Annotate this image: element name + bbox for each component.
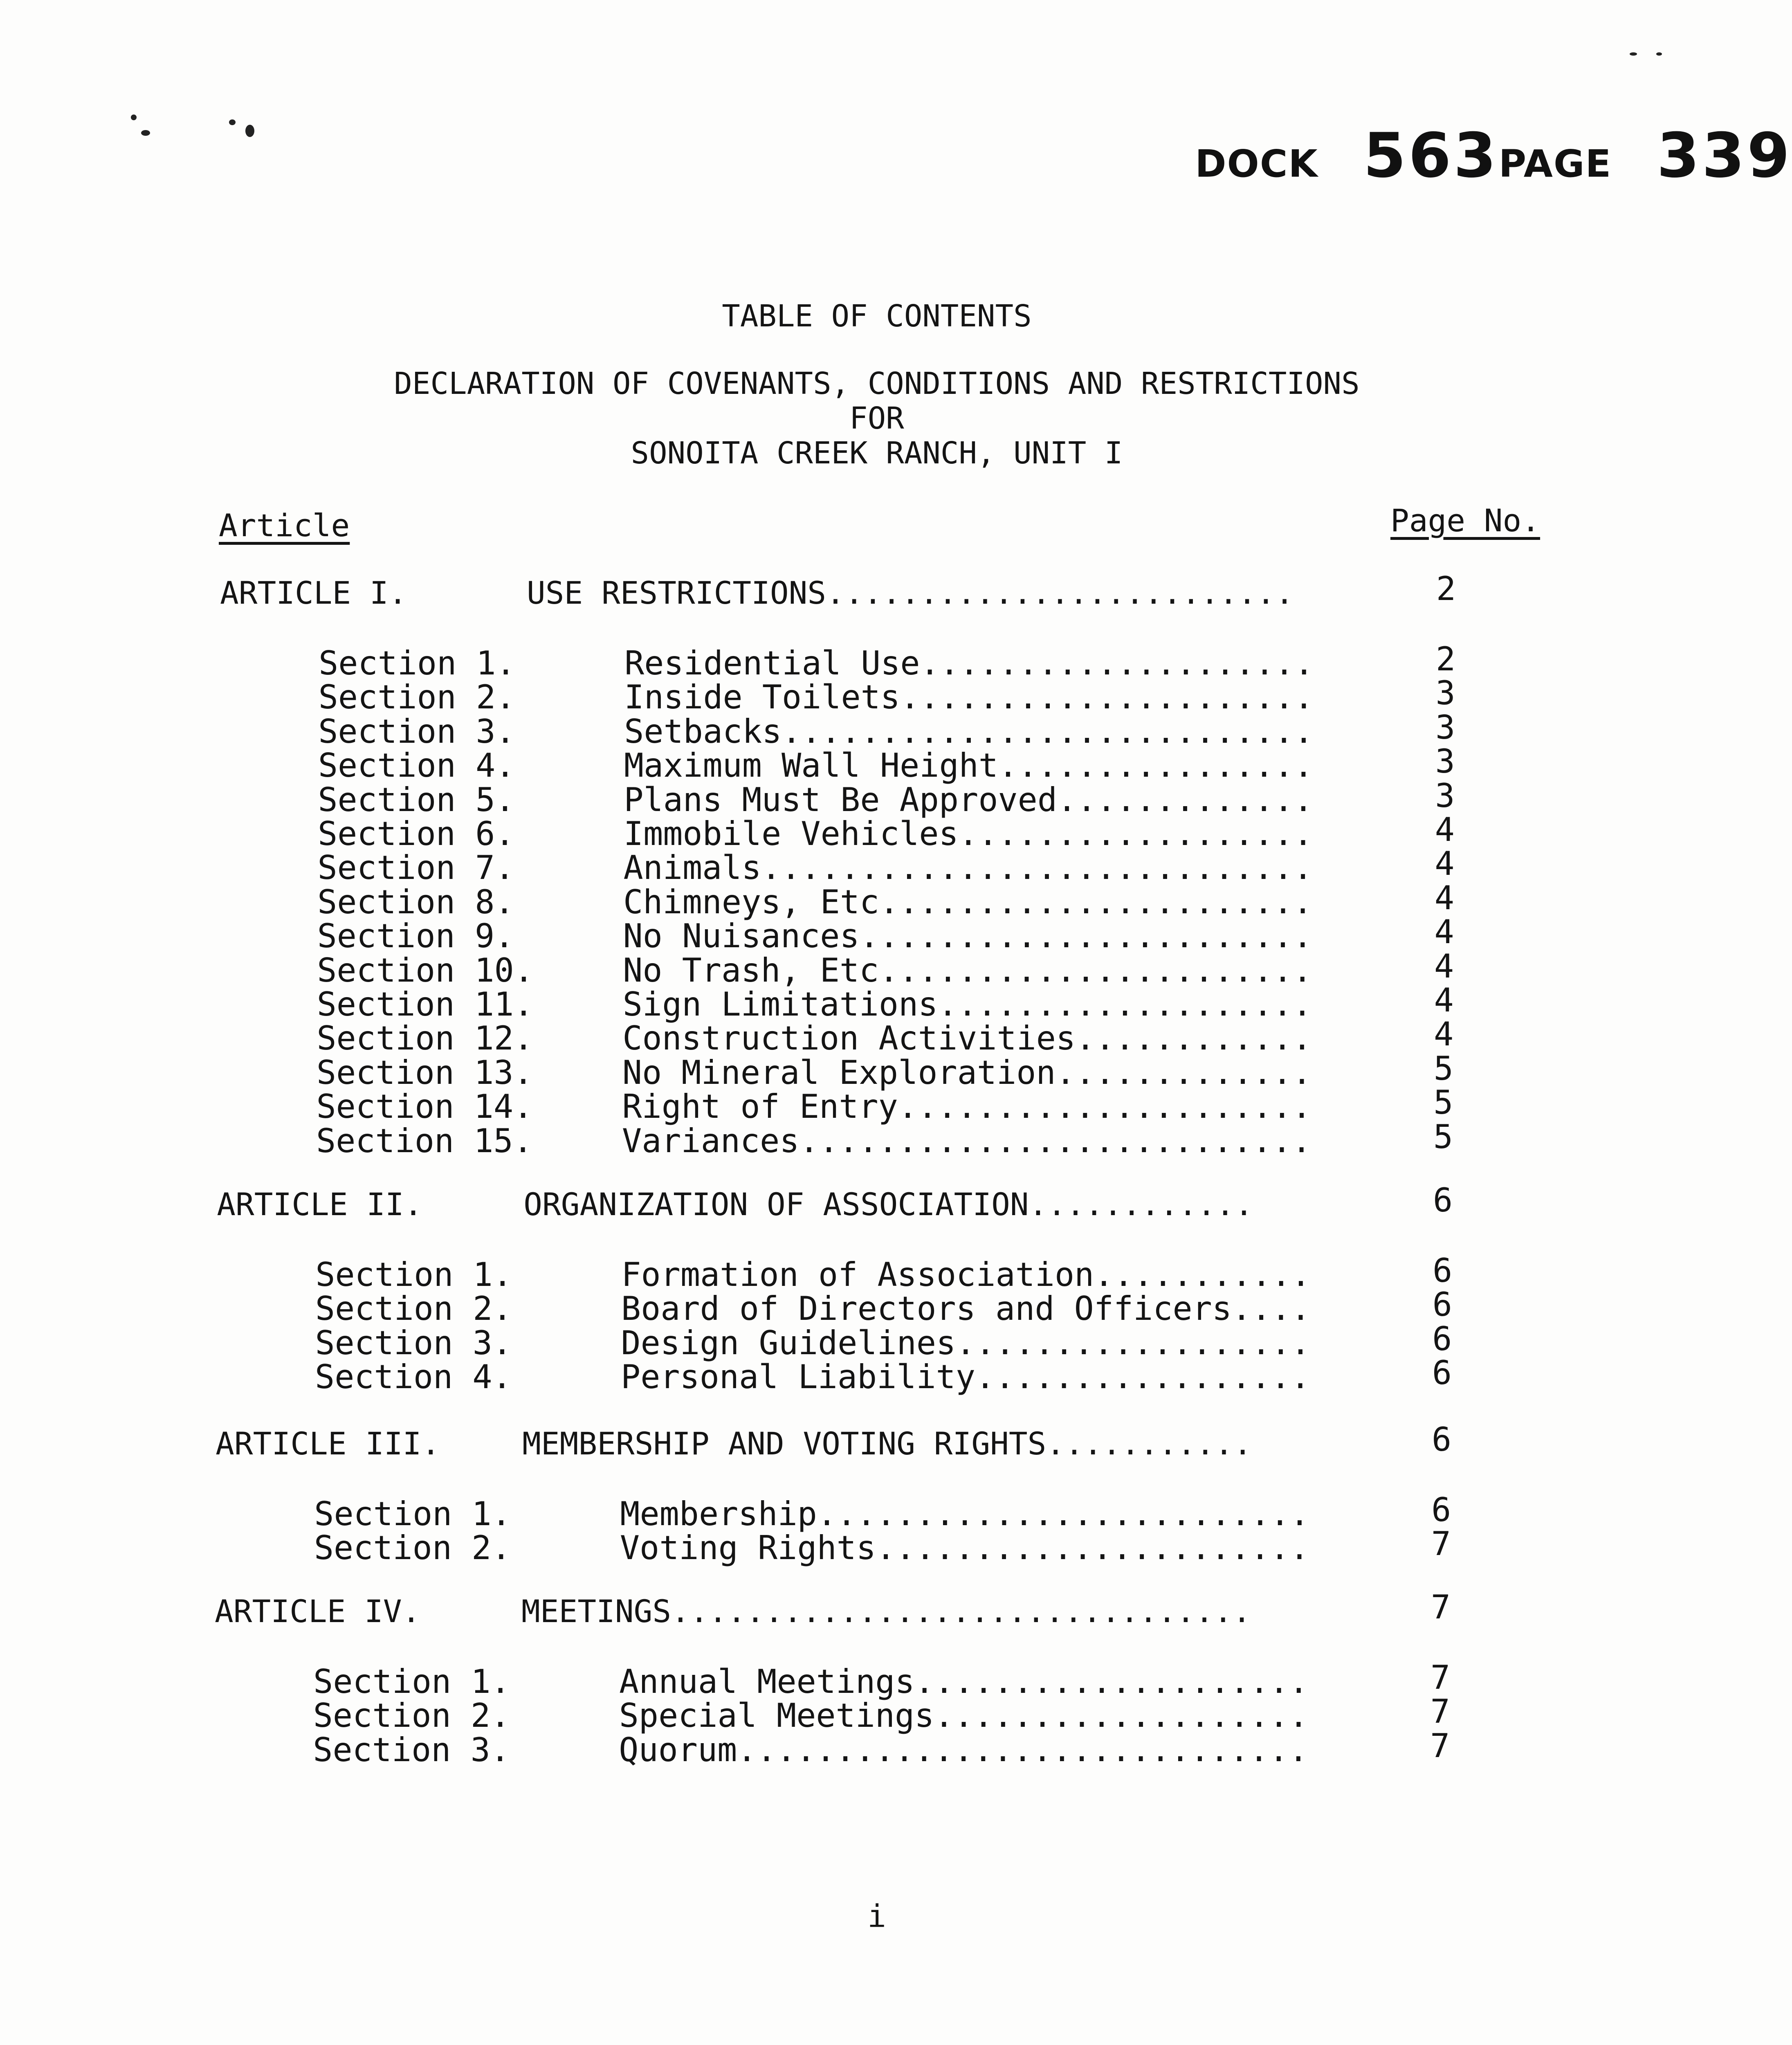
section-page-number: 7 <box>1430 1727 1450 1765</box>
section-number: Section 2. <box>314 1529 511 1567</box>
section-page-number: 5 <box>1433 1083 1453 1121</box>
scan-speck <box>245 125 254 137</box>
section-number: Section 7. <box>317 849 515 887</box>
article-title: USE RESTRICTIONS......................... <box>527 575 1294 611</box>
section-title: Quorum............................. <box>619 1731 1309 1769</box>
section-page-number: 3 <box>1435 708 1455 746</box>
scan-speck <box>131 115 137 120</box>
article-page-number: 6 <box>1432 1420 1452 1458</box>
section-title: Board of Directors and Officers.... <box>621 1290 1311 1328</box>
section-page-number: 6 <box>1432 1354 1452 1392</box>
scan-speck <box>1656 52 1662 56</box>
section-title: Construction Activities............ <box>622 1019 1312 1057</box>
section-page-number: 4 <box>1434 947 1454 985</box>
dock-number: 563 <box>1363 120 1499 191</box>
section-number: Section 1. <box>313 1663 510 1701</box>
article-number: ARTICLE IV. <box>215 1593 421 1629</box>
section-page-number: 7 <box>1430 1658 1451 1697</box>
section-number: Section 1. <box>315 1256 512 1294</box>
section-page-number: 3 <box>1435 674 1455 712</box>
section-number: Section 9. <box>317 917 514 955</box>
section-page-number: 4 <box>1434 913 1454 951</box>
section-page-number: 4 <box>1434 879 1455 917</box>
section-page-number: 6 <box>1433 1252 1453 1290</box>
page-label: PAGE <box>1498 142 1612 186</box>
section-page-number: 5 <box>1433 1049 1453 1088</box>
section-page-number: 6 <box>1431 1491 1451 1529</box>
scan-speck <box>141 130 150 136</box>
section-title: Residential Use.................... <box>624 644 1314 682</box>
section-title: Voting Rights...................... <box>620 1529 1309 1567</box>
article-title: MEETINGS............................... <box>521 1593 1251 1629</box>
section-title: Membership......................... <box>620 1495 1310 1533</box>
section-title: No Mineral Exploration............. <box>622 1054 1312 1092</box>
article-title: MEMBERSHIP AND VOTING RIGHTS........... <box>522 1425 1252 1462</box>
article-number: ARTICLE III. <box>216 1425 440 1462</box>
section-number: Section 14. <box>316 1088 533 1126</box>
article-number: ARTICLE I. <box>220 575 407 611</box>
section-number: Section 3. <box>318 712 515 751</box>
section-number: Section 1. <box>314 1495 511 1533</box>
section-page-number: 6 <box>1432 1320 1452 1358</box>
stamp-page-number: 339 <box>1657 120 1792 191</box>
section-number: Section 3. <box>315 1324 512 1362</box>
section-number: Section 3. <box>313 1731 510 1769</box>
section-number: Section 1. <box>319 644 516 682</box>
section-number: Section 13. <box>316 1054 533 1092</box>
section-number: Section 6. <box>317 815 515 853</box>
scan-speck <box>229 119 236 125</box>
section-title: Plans Must Be Approved............. <box>624 781 1314 819</box>
section-page-number: 7 <box>1430 1692 1450 1730</box>
section-title: Immobile Vehicles.................. <box>623 815 1313 853</box>
scan-speck <box>1630 52 1637 56</box>
section-number: Section 4. <box>318 746 515 784</box>
dock-label: DOCK <box>1195 142 1318 186</box>
article-page-number: 6 <box>1433 1181 1453 1219</box>
section-title: Variances.......................... <box>622 1122 1311 1160</box>
section-title: Inside Toilets..................... <box>624 678 1314 716</box>
section-title: Sign Limitations................... <box>622 985 1312 1023</box>
section-number: Section 15. <box>316 1122 533 1160</box>
section-title: No Nuisances....................... <box>623 917 1313 955</box>
document-subtitle: DECLARATION OF COVENANTS, CONDITIONS AND RESTRICTIONS <box>394 366 1360 401</box>
section-page-number: 5 <box>1433 1118 1453 1156</box>
section-page-number: 4 <box>1435 811 1455 849</box>
section-number: Section 5. <box>318 781 515 819</box>
section-number: Section 2. <box>313 1697 510 1735</box>
section-number: Section 2. <box>318 678 516 716</box>
section-page-number: 4 <box>1434 1015 1454 1053</box>
section-page-number: 2 <box>1435 640 1456 678</box>
section-title: Animals............................ <box>623 849 1313 887</box>
section-title: Personal Liability................. <box>621 1358 1310 1396</box>
document-subtitle-for: FOR <box>849 401 904 436</box>
article-number: ARTICLE II. <box>217 1186 423 1223</box>
section-number: Section 12. <box>317 1019 534 1057</box>
section-title: Chimneys, Etc...................... <box>623 883 1313 921</box>
section-number: Section 11. <box>317 985 534 1023</box>
document-title: TABLE OF CONTENTS <box>722 299 1032 334</box>
section-page-number: 3 <box>1435 777 1455 815</box>
article-page-number: 2 <box>1436 570 1456 608</box>
section-number: Section 8. <box>317 883 514 921</box>
section-page-number: 4 <box>1434 981 1454 1019</box>
article-column-header: Article <box>219 507 350 544</box>
section-title: Design Guidelines.................. <box>621 1324 1311 1362</box>
section-number: Section 2. <box>315 1290 512 1328</box>
section-number: Section 4. <box>315 1358 512 1396</box>
section-page-number: 6 <box>1432 1285 1452 1324</box>
page-column-header: Page No. <box>1390 502 1540 539</box>
section-title: Formation of Association........... <box>621 1256 1311 1294</box>
section-number: Section 10. <box>317 951 534 989</box>
section-page-number: 3 <box>1435 742 1455 780</box>
docket-stamp <box>1186 112 1792 199</box>
footer-page-number: i <box>867 1898 886 1934</box>
section-title: Right of Entry..................... <box>622 1088 1312 1126</box>
section-title: Maximum Wall Height................ <box>624 746 1314 784</box>
article-title: ORGANIZATION OF ASSOCIATION............ <box>523 1186 1253 1223</box>
section-page-number: 4 <box>1435 845 1455 883</box>
section-page-number: 7 <box>1431 1525 1451 1563</box>
section-title: Annual Meetings.................... <box>619 1663 1309 1701</box>
document-subtitle-project: SONOITA CREEK RANCH, UNIT I <box>631 436 1123 471</box>
section-title: No Trash, Etc...................... <box>623 951 1312 989</box>
article-page-number: 7 <box>1430 1588 1451 1626</box>
section-title: Setbacks........................... <box>624 712 1314 751</box>
section-title: Special Meetings................... <box>619 1697 1309 1735</box>
